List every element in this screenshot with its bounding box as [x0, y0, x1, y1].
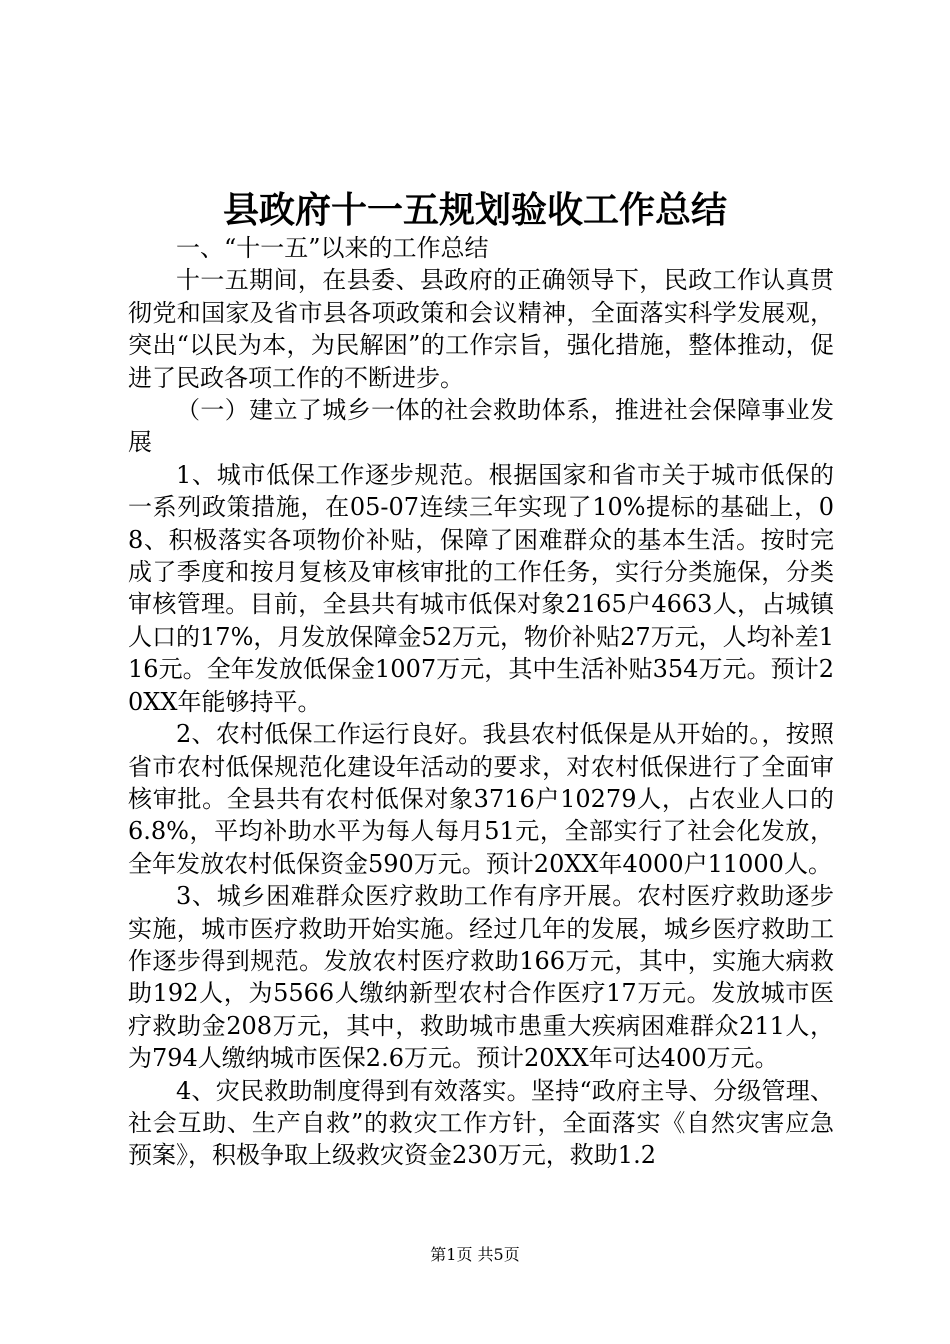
section-heading: 一、“十一五”以来的工作总结	[176, 234, 489, 262]
paragraph-disaster-relief: 4、灾民救助制度得到有效落实。坚持“政府主导、分级管理、社会互助、生产自救”的救灾工作方针，全面落实《自然灾害应急预案》，积极争取上级救灾资金230万元，救助1.2	[128, 1076, 834, 1170]
paragraph-urban-subsistence: 1、城市低保工作逐步规范。根据国家和省市关于城市低保的一系列政策措施，在05-07连续三年实现了10%提标的基础上，08、积极落实各项物价补贴，保障了困难群众的基本生活。按时完成了季度和按月复核及审核审批的工作任务，实行分类施保，分类审核管理。目前，全县共有城市低保对象2165户4663人，占城镇人口的17%，月发放保障金52万元，物价补贴27万元，人均补差116元。全年发放低保金1007万元，其中生活补贴354万元。预计20XX年能够持平。	[128, 460, 834, 716]
paragraph-rural-subsistence: 2、农村低保工作运行良好。我县农村低保是从开始的。，按照省市农村低保规范化建设年活动的要求，对农村低保进行了全面审核审批。全县共有农村低保对象3716户10279人，占农业人口的6.8%，平均补助水平为每人每月51元，全部实行了社会化发放，全年发放农村低保资金590万元。预计20XX年4000户11000人。	[128, 720, 834, 878]
intro-paragraph: 十一五期间，在县委、县政府的正确领导下，民政工作认真贯彻党和国家及省市县各项政策和会议精神，全面落实科学发展观，突出“以民为本，为民解困”的工作宗旨，强化措施，整体推动，促进了民政各项工作的不断进步。	[128, 266, 834, 392]
document-title: 县政府十一五规划验收工作总结	[222, 189, 727, 231]
document-body	[128, 232, 834, 1172]
paragraph-medical-aid: 3、城乡困难群众医疗救助工作有序开展。农村医疗救助逐步实施，城市医疗救助开始实施。经过几年的发展，城乡医疗救助工作逐步得到规范。发放农村医疗救助166万元，其中，实施大病救助192人，为5566人缴纳新型农村合作医疗17万元。发放城市医疗救助金208万元，其中，救助城市患重大疾病困难群众211人，为794人缴纳城市医保2.6万元。预计20XX年可达400万元。	[128, 882, 834, 1073]
page-number-footer: 第1页 共5页	[430, 1245, 520, 1264]
subsection-heading: （一）建立了城乡一体的社会救助体系，推进社会保障事业发展	[128, 396, 834, 457]
